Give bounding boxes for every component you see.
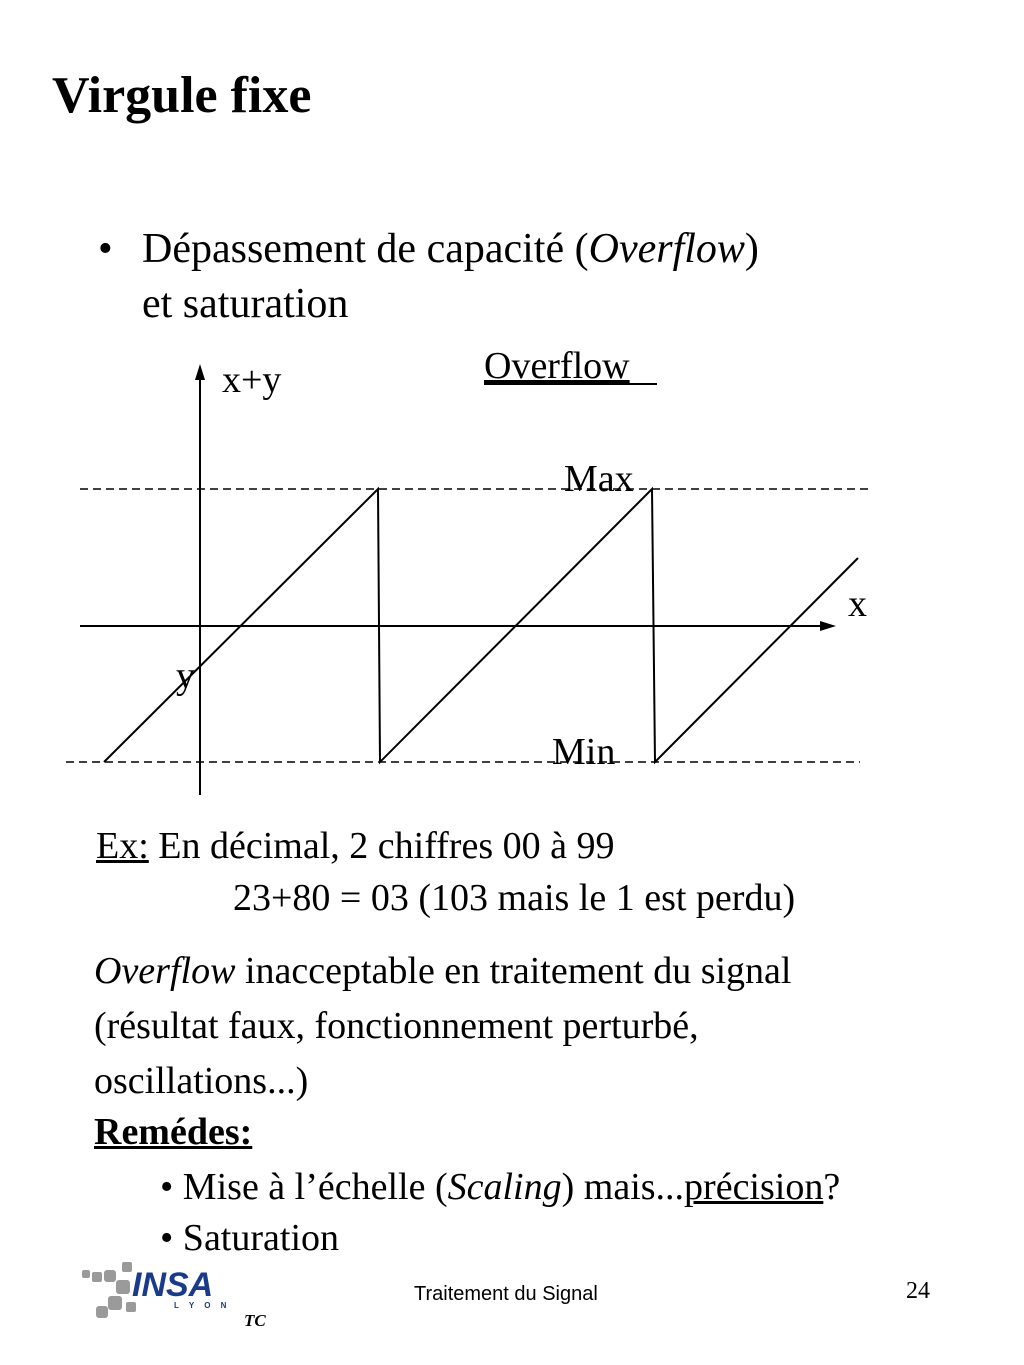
bullet-overflow-saturation bbox=[98, 222, 759, 331]
logo-sub: L Y O N bbox=[174, 1301, 231, 1310]
example-label: Ex: bbox=[96, 825, 149, 867]
overflow-diagram bbox=[0, 330, 1024, 810]
page-number: 24 bbox=[906, 1278, 930, 1304]
x-axis-arrowhead bbox=[820, 621, 836, 631]
overflow-paragraph bbox=[94, 944, 791, 1109]
y-axis-arrowhead bbox=[195, 364, 205, 380]
remedy-item1-mid: ) mais... bbox=[561, 1166, 685, 1208]
logo-tc: TC bbox=[244, 1311, 266, 1330]
example-block bbox=[96, 820, 795, 925]
remedies-title: Remédes: bbox=[94, 1111, 253, 1153]
overflow-line3: oscillations...) bbox=[94, 1060, 309, 1103]
overflow-line1: inacceptable en traitement du signal bbox=[235, 950, 792, 992]
overflow-line2: (résultat faux, fonctionnement perturbé, bbox=[94, 1005, 699, 1048]
remedy-item1-underlined: précision bbox=[684, 1166, 824, 1208]
bullet-text-line2: et saturation bbox=[142, 280, 349, 327]
remedy-item-scaling bbox=[160, 1162, 840, 1213]
logo-dots bbox=[82, 1262, 136, 1318]
example-line2: 23+80 = 03 (103 mais le 1 est perdu) bbox=[233, 877, 796, 920]
overflow-heading: Overflow bbox=[484, 345, 630, 387]
y-marker-label: y bbox=[176, 655, 195, 697]
y-axis-label: x+y bbox=[222, 359, 282, 401]
logo-text: INSA bbox=[132, 1266, 214, 1304]
max-label: Max bbox=[564, 458, 634, 500]
x-axis-label: x bbox=[848, 583, 867, 625]
bullet-text-part1: Dépassement de capacité ( bbox=[142, 226, 589, 272]
example-line1: En décimal, 2 chiffres 00 à 99 bbox=[148, 825, 615, 867]
bullet-text-italic: Overflow bbox=[588, 226, 745, 272]
remedy-item1-end: ? bbox=[823, 1166, 841, 1208]
insa-lyon-logo bbox=[78, 1250, 278, 1340]
min-label: Min bbox=[552, 731, 616, 773]
remedy-item-saturation: • Saturation bbox=[160, 1217, 339, 1260]
slide-title: Virgule fixe bbox=[52, 67, 312, 124]
remedy-item1-italic: Scaling bbox=[447, 1166, 562, 1208]
bullet-text-part2: ) bbox=[744, 226, 759, 272]
remedy-item1-prefix: • Mise à l’échelle ( bbox=[160, 1166, 448, 1208]
bullet-dot: • bbox=[98, 226, 113, 272]
footer-title: Traitement du Signal bbox=[414, 1283, 598, 1305]
overflow-italic: Overflow bbox=[94, 950, 236, 992]
